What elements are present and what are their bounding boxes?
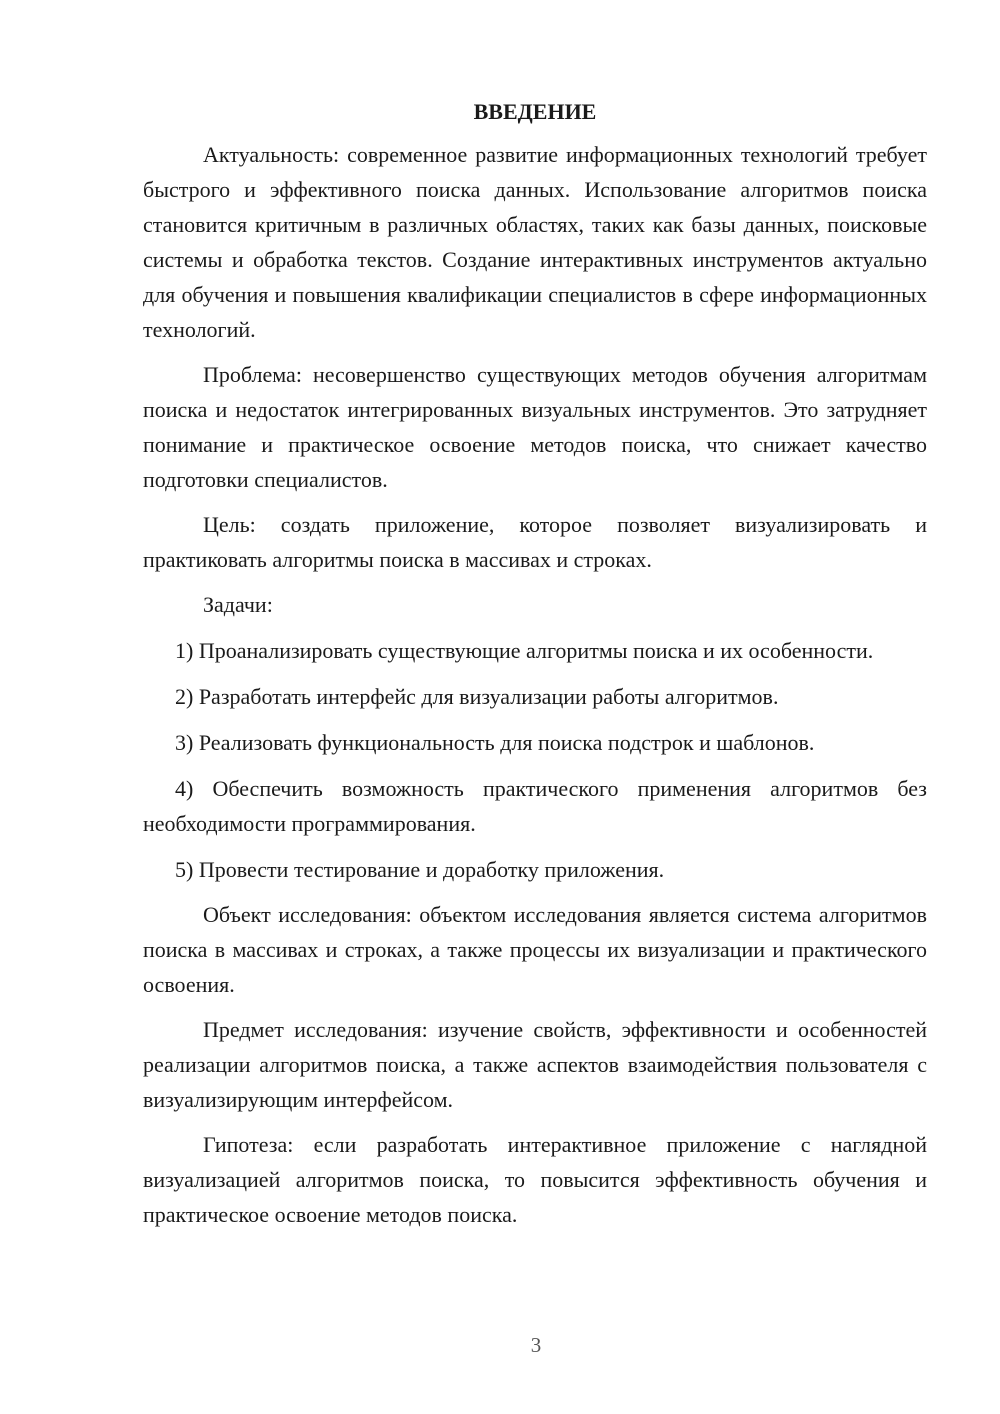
- paragraph-object: Объект исследования: объектом исследования является система алгоритмов поиска в массивах и строках, а также процессы их визуализации и практического освоения.: [143, 902, 927, 997]
- page-content: [143, 97, 927, 1232]
- task-item-3: 3) Реализовать функциональность для поиска подстрок и шаблонов.: [175, 730, 815, 755]
- paragraph-tasks-label: Задачи:: [203, 592, 273, 617]
- paragraph-hypothesis: Гипотеза: если разработать интерактивное приложение с наглядной визуализацией алгоритмов поиска, то повысится эффективность обучения и практическое освоение методов поиска.: [143, 1132, 927, 1227]
- paragraph-goal: Цель: создать приложение, которое позволяет визуализировать и практиковать алгоритмы поиска в массивах и строках.: [143, 512, 927, 572]
- task-item-4: 4) Обеспечить возможность практического применения алгоритмов без необходимости программирования.: [143, 776, 927, 836]
- page-number: 3: [530, 1333, 542, 1357]
- task-item-2: 2) Разработать интерфейс для визуализации работы алгоритмов.: [175, 684, 779, 709]
- paragraph-problem: Проблема: несовершенство существующих методов обучения алгоритмам поиска и недостаток интегрированных визуальных инструментов. Это затрудняет понимание и практическое освоение методов поиска, что снижает качество подготовки специалистов.: [143, 362, 927, 492]
- section-heading: ВВЕДЕНИЕ: [473, 99, 597, 124]
- task-item-1: 1) Проанализировать существующие алгоритмы поиска и их особенности.: [175, 638, 874, 663]
- paragraph-subject: Предмет исследования: изучение свойств, эффективности и особенностей реализации алгоритмов поиска, а также аспектов взаимодействия пользователя с визуализирующим интерфейсом.: [143, 1017, 927, 1112]
- task-item-5: 5) Провести тестирование и доработку приложения.: [175, 857, 665, 882]
- paragraph-relevance: Актуальность: современное развитие информационных технологий требует быстрого и эффективного поиска данных. Использование алгоритмов поиска становится критичным в различных областях, таких как базы данных, поисковые системы и обработка текстов. Создание интерактивных инструментов актуально для обучения и повышения квалификации специалистов в сфере информационных технологий.: [143, 142, 927, 342]
